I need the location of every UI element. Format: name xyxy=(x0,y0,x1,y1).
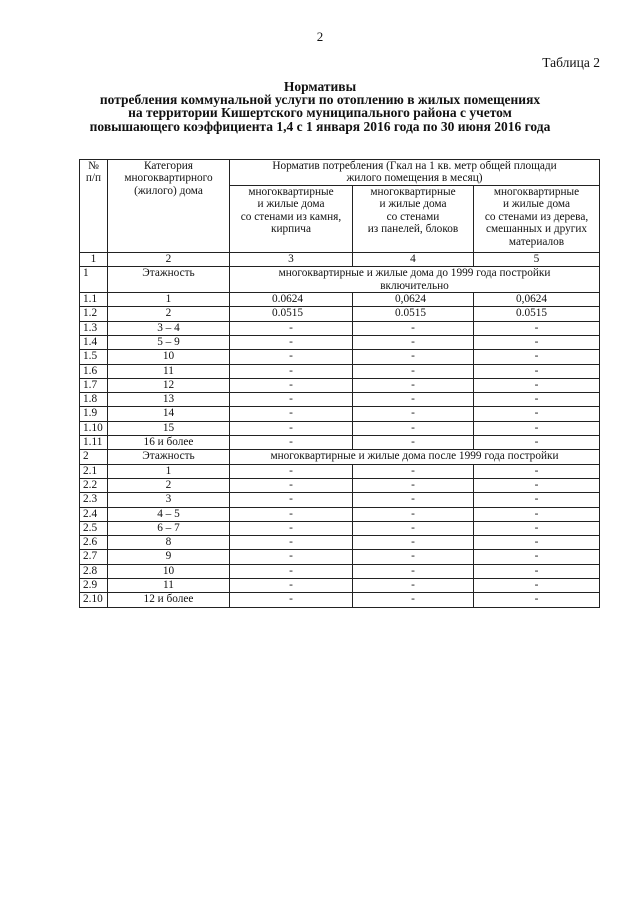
row-value-col3: - xyxy=(230,507,353,521)
row-number: 2.8 xyxy=(80,564,108,578)
table-row xyxy=(80,421,600,435)
row-value-col5: - xyxy=(474,478,600,492)
row-floors: 4 – 5 xyxy=(108,507,230,521)
row-value-col5: - xyxy=(474,364,600,378)
row-value-col3: - xyxy=(230,321,353,335)
row-value-col3: - xyxy=(230,378,353,392)
row-value-col5: - xyxy=(474,464,600,478)
col-number: 1 xyxy=(80,253,108,267)
table-row xyxy=(80,407,600,421)
table-row xyxy=(80,350,600,364)
table-row xyxy=(80,307,600,321)
row-number: 1.7 xyxy=(80,378,108,392)
row-value-col3: 0.0515 xyxy=(230,307,353,321)
table-row xyxy=(80,321,600,335)
row-number: 2.3 xyxy=(80,493,108,507)
row-floors: 1 xyxy=(108,293,230,307)
header-col3: многоквартирные и жилые дома со стенами из камня, кирпича xyxy=(230,186,353,253)
row-floors: 5 – 9 xyxy=(108,336,230,350)
row-value-col4: 0,0624 xyxy=(353,293,474,307)
row-value-col4: - xyxy=(353,507,474,521)
row-floors: 8 xyxy=(108,536,230,550)
header-col5: многоквартирные и жилые дома со стенами из дерева, смешанных и других материалов xyxy=(474,186,600,253)
row-value-col5: - xyxy=(474,507,600,521)
row-number: 2.9 xyxy=(80,579,108,593)
table-row xyxy=(80,521,600,535)
title-line: потребления коммунальной услуги по отоплению в жилых помещениях xyxy=(99,92,541,108)
row-value-col5: 0.0515 xyxy=(474,307,600,321)
row-value-col3: - xyxy=(230,564,353,578)
row-floors: 2 xyxy=(108,307,230,321)
row-value-col4: - xyxy=(353,493,474,507)
title-line: Нормативы xyxy=(283,79,357,94)
row-value-col5: - xyxy=(474,407,600,421)
row-value-col5: 0,0624 xyxy=(474,293,600,307)
row-value-col5: - xyxy=(474,436,600,450)
row-value-col4: - xyxy=(353,478,474,492)
col-number: 5 xyxy=(474,253,600,267)
row-value-col5: - xyxy=(474,321,600,335)
row-number: 1.11 xyxy=(80,436,108,450)
row-value-col4: - xyxy=(353,407,474,421)
row-value-col3: - xyxy=(230,364,353,378)
row-number: 2.7 xyxy=(80,550,108,564)
row-value-col5: - xyxy=(474,536,600,550)
table-row xyxy=(80,336,600,350)
row-value-col5: - xyxy=(474,593,600,607)
row-value-col3: - xyxy=(230,336,353,350)
row-floors: 16 и более xyxy=(108,436,230,450)
row-value-col5: - xyxy=(474,521,600,535)
row-number: 2.1 xyxy=(80,464,108,478)
table-row xyxy=(80,493,600,507)
row-floors: 12 и более xyxy=(108,593,230,607)
row-floors: 6 – 7 xyxy=(108,521,230,535)
table-row xyxy=(80,550,600,564)
row-value-col3: 0.0624 xyxy=(230,293,353,307)
row-floors: 15 xyxy=(108,421,230,435)
header-col4: многоквартирные и жилые дома со стенами из панелей, блоков xyxy=(353,186,474,253)
row-value-col5: - xyxy=(474,378,600,392)
header-row-top xyxy=(80,160,600,186)
table-label: Таблица 2 xyxy=(542,55,600,70)
row-number: 1.5 xyxy=(80,350,108,364)
row-value-col4: 0.0515 xyxy=(353,307,474,321)
row-floors: 3 xyxy=(108,493,230,507)
page-number: 2 xyxy=(316,29,324,44)
row-floors: 13 xyxy=(108,393,230,407)
col-number: 3 xyxy=(230,253,353,267)
row-number: 1.9 xyxy=(80,407,108,421)
row-floors: 12 xyxy=(108,378,230,392)
row-floors: 2 xyxy=(108,478,230,492)
header-norm: Норматив потребления (Гкал на 1 кв. метр общей площади жилого помещения в месяц) xyxy=(230,160,600,186)
row-value-col3: - xyxy=(230,478,353,492)
row-value-col3: - xyxy=(230,536,353,550)
row-number: 2.4 xyxy=(80,507,108,521)
section-note: многоквартирные и жилые дома до 1999 года постройки включительно xyxy=(230,267,600,293)
section-label: Этажность xyxy=(108,267,230,293)
row-value-col3: - xyxy=(230,464,353,478)
section-num: 2 xyxy=(80,450,108,464)
row-number: 1.3 xyxy=(80,321,108,335)
row-floors: 10 xyxy=(108,350,230,364)
row-number: 1.1 xyxy=(80,293,108,307)
title-line: повышающего коэффициента 1,4 с 1 января 2016 года по 30 июня 2016 года xyxy=(89,118,551,134)
table-row xyxy=(80,464,600,478)
row-value-col5: - xyxy=(474,350,600,364)
table-row xyxy=(80,436,600,450)
row-number: 2.6 xyxy=(80,536,108,550)
row-value-col3: - xyxy=(230,350,353,364)
table-row xyxy=(80,507,600,521)
row-number: 1.6 xyxy=(80,364,108,378)
row-value-col4: - xyxy=(353,593,474,607)
row-number: 1.2 xyxy=(80,307,108,321)
row-value-col3: - xyxy=(230,521,353,535)
col-number: 2 xyxy=(108,253,230,267)
row-floors: 11 xyxy=(108,579,230,593)
section-note: многоквартирные и жилые дома после 1999 года постройки xyxy=(230,450,600,464)
row-value-col5: - xyxy=(474,336,600,350)
table-row xyxy=(80,478,600,492)
row-value-col4: - xyxy=(353,378,474,392)
row-value-col3: - xyxy=(230,393,353,407)
norms-table xyxy=(79,159,600,608)
section-2-header xyxy=(80,450,600,464)
header-num: № п/п xyxy=(80,160,108,253)
row-value-col4: - xyxy=(353,421,474,435)
row-value-col5: - xyxy=(474,421,600,435)
row-value-col3: - xyxy=(230,407,353,421)
document-title xyxy=(40,80,600,133)
row-value-col4: - xyxy=(353,336,474,350)
table-row xyxy=(80,564,600,578)
row-number: 2.10 xyxy=(80,593,108,607)
row-value-col3: - xyxy=(230,593,353,607)
row-value-col4: - xyxy=(353,321,474,335)
table-row xyxy=(80,293,600,307)
table-row xyxy=(80,364,600,378)
row-value-col4: - xyxy=(353,464,474,478)
table-row xyxy=(80,536,600,550)
section-label: Этажность xyxy=(108,450,230,464)
row-value-col4: - xyxy=(353,564,474,578)
row-value-col4: - xyxy=(353,350,474,364)
title-line: на территории Кишертского муниципального района с учетом xyxy=(128,105,512,121)
row-value-col4: - xyxy=(353,521,474,535)
row-value-col4: - xyxy=(353,436,474,450)
table-row xyxy=(80,378,600,392)
row-floors: 10 xyxy=(108,564,230,578)
table-row xyxy=(80,393,600,407)
row-value-col5: - xyxy=(474,493,600,507)
row-value-col4: - xyxy=(353,393,474,407)
column-number-row xyxy=(80,253,600,267)
row-number: 2.5 xyxy=(80,521,108,535)
row-value-col4: - xyxy=(353,550,474,564)
row-floors: 1 xyxy=(108,464,230,478)
row-value-col3: - xyxy=(230,550,353,564)
row-value-col4: - xyxy=(353,536,474,550)
section-1-header xyxy=(80,267,600,293)
table-row xyxy=(80,579,600,593)
row-floors: 9 xyxy=(108,550,230,564)
row-floors: 3 – 4 xyxy=(108,321,230,335)
row-value-col5: - xyxy=(474,550,600,564)
row-value-col4: - xyxy=(353,364,474,378)
row-value-col4: - xyxy=(353,579,474,593)
header-category: Категория многоквартирного (жилого) дома xyxy=(108,160,230,253)
row-number: 2.2 xyxy=(80,478,108,492)
row-number: 1.10 xyxy=(80,421,108,435)
row-floors: 14 xyxy=(108,407,230,421)
table-row xyxy=(80,593,600,607)
row-value-col5: - xyxy=(474,564,600,578)
row-value-col3: - xyxy=(230,493,353,507)
section-num: 1 xyxy=(80,267,108,293)
row-value-col3: - xyxy=(230,436,353,450)
col-number: 4 xyxy=(353,253,474,267)
row-floors: 11 xyxy=(108,364,230,378)
row-value-col3: - xyxy=(230,421,353,435)
row-value-col5: - xyxy=(474,579,600,593)
row-value-col3: - xyxy=(230,579,353,593)
row-number: 1.4 xyxy=(80,336,108,350)
row-number: 1.8 xyxy=(80,393,108,407)
row-value-col5: - xyxy=(474,393,600,407)
